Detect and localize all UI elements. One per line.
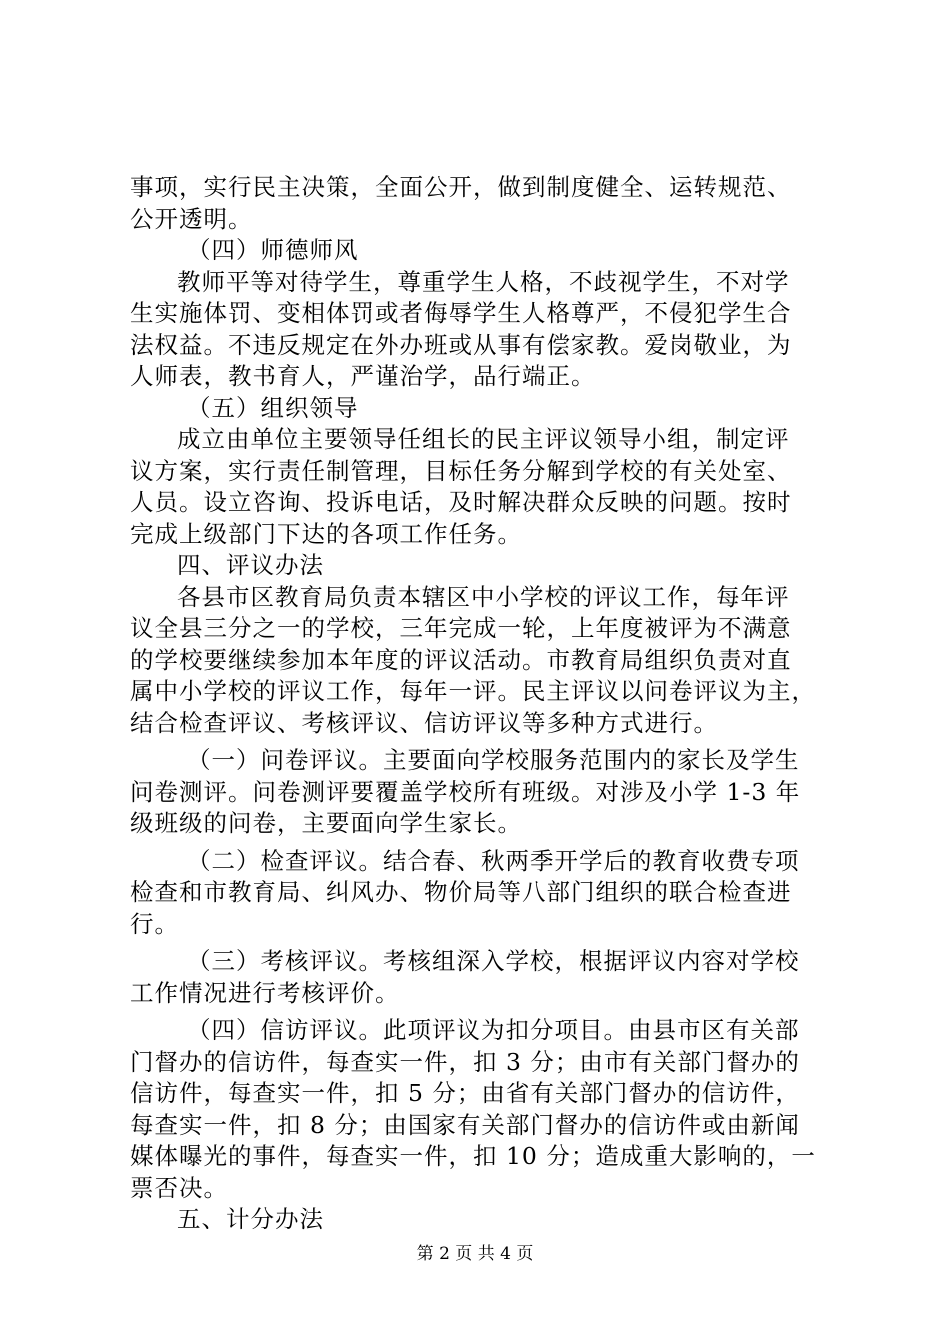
body-text-line: 结合检查评议、考核评议、信访评议等多种方式进行。 [130,708,718,737]
body-text-line: 工作情况进行考核评价。 [130,978,400,1007]
paragraph-start: 成立由单位主要领导任组长的民主评议领导小组，制定评 [177,425,790,453]
body-text-line: 信访件，每查实一件，扣 5 分；由省有关部门督办的信访件， [130,1079,800,1107]
body-text-line: 人师表，教书育人，严谨治学，品行端正。 [130,362,596,390]
section-heading: （五）组织领导 [187,393,359,422]
section-heading: 五、计分办法 [177,1205,324,1233]
body-text-line: 议全县三分之一的学校，三年完成一轮，上年度被评为不满意 [130,614,792,642]
paragraph-start: （一）问卷评议。主要面向学校服务范围内的家长及学生 [187,746,800,774]
paragraph-start: （二）检查评议。结合春、秋两季开学后的教育收费专项 [187,846,800,875]
body-text-line: 属中小学校的评议工作，每年一评。民主评议以问卷评议为主， [130,677,816,705]
paragraph-start: 教师平等对待学生，尊重学生人格，不歧视学生，不对学 [177,267,790,296]
body-text-line: 公开透明。 [130,204,253,233]
body-text-line: 人员。设立咨询、投诉电话，及时解决群众反映的问题。按时 [130,488,792,516]
body-text-line: 完成上级部门下达的各项工作任务。 [130,519,522,548]
body-text-line: 票否决。 [130,1173,228,1202]
body-text-line: 的学校要继续参加本年度的评议活动。市教育局组织负责对直 [130,645,792,674]
body-text-line: 事项，实行民主决策，全面公开，做到制度健全、运转规范、 [130,173,792,201]
paragraph-start: （四）信访评议。此项评议为扣分项目。由县市区有关部 [187,1016,800,1044]
body-text-line: 每查实一件，扣 8 分；由国家有关部门督办的信访件或由新闻 [130,1110,800,1139]
body-text-line: 问卷测评。问卷测评要覆盖学校所有班级。对涉及小学 1-3 年 [130,777,801,806]
section-heading: （四）师德师风 [187,236,359,264]
body-text-line: 级班级的问卷，主要面向学生家长。 [130,809,522,837]
page-number-footer: 第 2 页 共 4 页 [416,1244,534,1264]
document-body [130,172,842,1236]
body-text-line: 议方案，实行责任制管理，目标任务分解到学校的有关处室、 [130,456,792,485]
paragraph-start: 各县市区教育局负责本辖区中小学校的评议工作，每年评 [177,582,790,611]
body-text-line: 检查和市教育局、纠风办、物价局等八部门组织的联合检查进 [130,878,792,906]
body-text-line: 法权益。不违反规定在外办班或从事有偿家教。爱岗敬业，为 [130,330,792,359]
body-text-line: 生实施体罚、变相体罚或者侮辱学生人格尊严，不侵犯学生合 [130,299,792,327]
body-text-line: 行。 [130,909,179,938]
body-text-line: 媒体曝光的事件，每查实一件，扣 10 分；造成重大影响的，一 [130,1142,816,1170]
section-heading: 四、评议办法 [177,551,324,579]
paragraph-start: （三）考核评议。考核组深入学校，根据评议内容对学校 [187,947,800,975]
body-text-line: 门督办的信访件，每查实一件，扣 3 分；由市有关部门督办的 [130,1047,800,1076]
